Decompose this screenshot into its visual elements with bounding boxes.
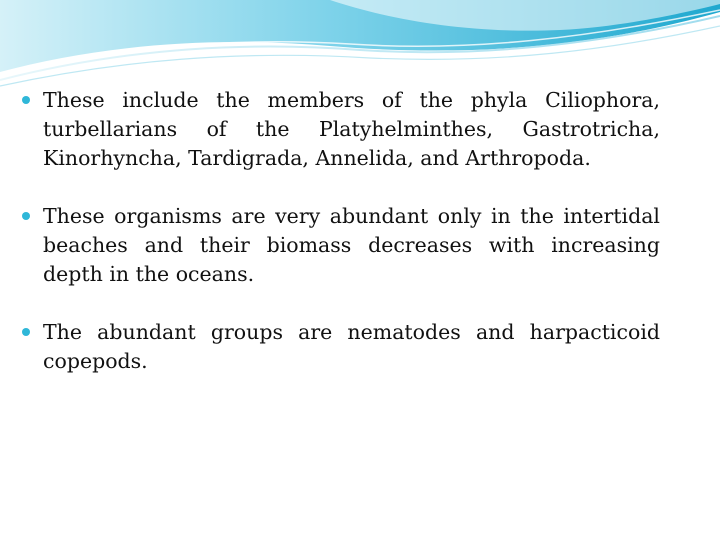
bullet-text: These organisms are very abundant only in the intertidal beaches and their biomass decreases with increasing depth in the oceans. — [43, 204, 660, 286]
bullet-item — [22, 318, 660, 376]
bullet-text: The abundant groups are nematodes and harpacticoid copepods. — [43, 320, 660, 373]
wave-header-decoration — [0, 0, 720, 90]
bullet-item — [22, 86, 660, 173]
bullet-item — [22, 202, 660, 289]
bullet-dot-icon — [22, 328, 30, 336]
bullet-dot-icon — [22, 212, 30, 220]
bullet-dot-icon — [22, 96, 30, 104]
bullet-list — [22, 86, 660, 376]
bullet-text: These include the members of the phyla Ciliophora, turbellarians of the Platyhelminthes, Gastrotricha, Kinorhyncha, Tardigrada, Annelida, and Arthropoda. — [43, 88, 660, 170]
